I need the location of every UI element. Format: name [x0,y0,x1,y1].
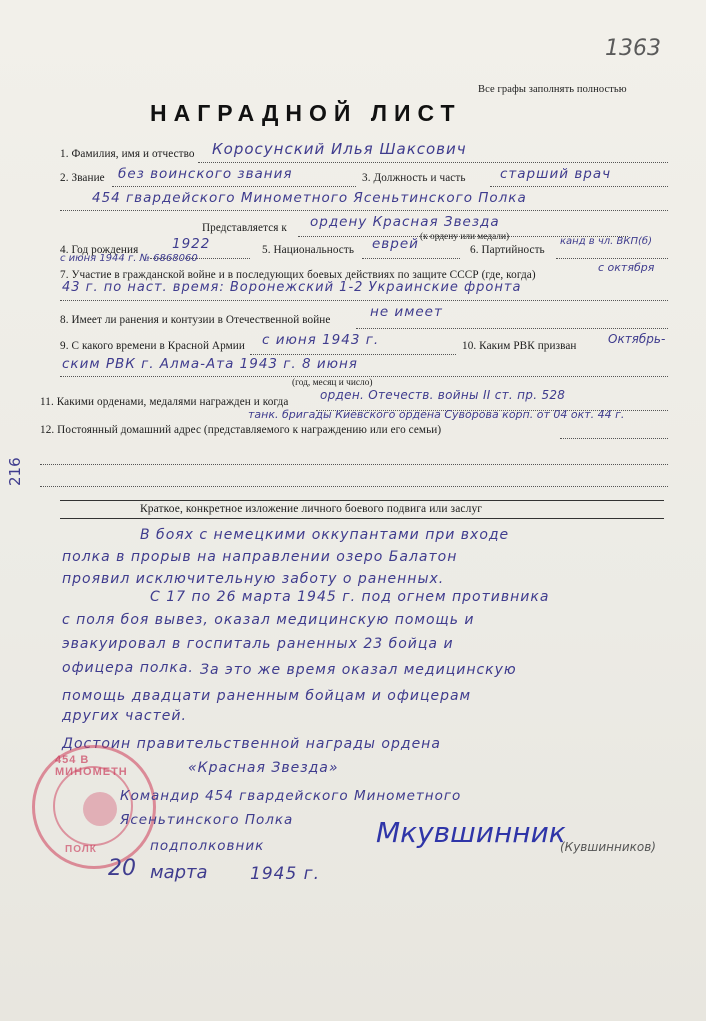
date-note: (год, месяц и число) [292,378,373,388]
f3-value: старший врач [500,166,612,182]
f10-value-line2: ским РВК г. Алма-Ата 1943 г. 8 июня [62,356,358,372]
f2-value: без воинского звания [118,166,293,182]
f1-line [198,162,668,163]
f4-value: 1922 [172,236,211,252]
narrative-line-3: проявил исключительную заботу о раненных. [62,571,445,587]
f10-value: Октябрь- [608,332,666,346]
f1-value: Коросунский Илья Шаксович [212,140,467,158]
signature-date: 1945 г. [250,864,321,884]
stamp-text-top: 454 В МИНОМЕТН [55,754,128,778]
f10-label: 10. Каким РВК призван [462,340,577,352]
narrative-line-12: «Красная Звезда» [188,760,339,776]
f6-label: 6. Партийность [470,244,545,256]
date-day: 20 [108,856,136,881]
f12-label: 12. Постоянный домашний адрес (представляемого к награждению или его семьи) [40,424,442,436]
presented-label: Представляется к [202,222,287,234]
signature-line-1: Командир 454 гвардейского Минометного [120,788,462,804]
f4-label: 4. Год рождения [60,244,139,256]
f8-line [356,328,668,329]
narrative-line-1: В боях с немецкими оккупантами при входе [140,527,510,543]
f7-value-line2: 43 г. по наст. время: Воронежский 1-2 Украинские фронта [62,280,522,295]
official-stamp [32,745,156,869]
f8-label: 8. Имеет ли ранения и контузии в Отечественной войне [60,314,331,326]
f6-value-line2: с июня 1944 г. № 6868060 [60,253,198,264]
archive-number: 1363 [605,36,661,61]
f9-label: 9. С какого времени в Красной Армии [60,340,245,352]
f11-value: орден. Отечеств. войны II ст. пр. 528 [320,388,566,402]
section-divider-top [60,500,664,501]
f7-line [60,300,668,301]
f7-label: 7. Участие в гражданской войне и в последующих боевых действиях по защите СССР (где, когда) [60,269,536,281]
emblem-icon [83,792,117,826]
f3-line [490,186,668,187]
presented-note: (к ордену или медали) [420,232,510,242]
section-divider-bottom [60,518,664,519]
f2-line [112,186,356,187]
narrative-line-2: полка в прорыв на направлении озеро Балатон [62,549,458,565]
narrative-line-7: офицера полка. [62,660,194,676]
f8-value: не имеет [370,304,443,320]
narrative-line-8: За это же время оказал медицинскую [200,662,517,678]
f6-value: канд в чл. ВКП(б) [560,236,652,247]
presented-value: ордену Красная Звезда [310,214,500,230]
f6-line [556,258,668,259]
fill-note: Все графы заполнять полностью [478,84,627,95]
narrative-line-4: С 17 по 26 марта 1945 г. под огнем противника [150,589,550,605]
f12-line-3 [40,486,668,487]
f3-value-line2: 454 гвардейского Минометного Ясеньтинского Полка [92,190,527,206]
f5-line [362,258,460,259]
f12-line [560,438,668,439]
narrative-line-10: других частей. [62,708,187,724]
f9-line [250,354,456,355]
section-heading: Краткое, конкретное изложение личного боевого подвига или заслуг [140,503,483,515]
page-title: НАГРАДНОЙ ЛИСТ [150,100,462,126]
signature-line-2: Ясеньтинского Полка [120,812,294,828]
f5-label: 5. Национальность [262,244,355,256]
f7-value: с октября [598,261,655,274]
stamp-text-bottom: ПОЛК [65,844,97,855]
narrative-line-9: помощь двадцати раненным бойцам и офицерам [62,688,472,704]
signature-line-3: подполковник [150,838,265,854]
f12-line-2 [40,464,668,465]
f1-label: 1. Фамилия, имя и отчество [60,148,195,160]
f11-value-line2: танк. бригады Киевского ордена Суворова корп. от 04 окт. 44 г. [248,408,625,421]
f9-value: с июня 1943 г. [262,332,380,348]
f5-value: еврей [372,236,419,252]
stamp-inner-ring [53,766,133,846]
f2-label: 2. Звание [60,172,105,184]
narrative-line-5: с поля боя вывез, оказал медицинскую помощь и [62,612,475,628]
date-month: марта [150,862,208,883]
f3-label: 3. Должность и часть [362,172,466,184]
signature: Мкувшинник [376,816,566,849]
surname-right: (Кувшинников) [560,840,656,854]
f3-line-2 [60,210,668,211]
f10-line [60,376,668,377]
margin-number: 216 [6,457,24,486]
narrative-line-6: эвакуировал в госпиталь раненных 23 бойца и [62,636,454,652]
narrative-line-11: Достоин правительственной награды ордена [62,736,441,752]
f11-label: 11. Какими орденами, медалями награжден и когда [40,396,289,408]
